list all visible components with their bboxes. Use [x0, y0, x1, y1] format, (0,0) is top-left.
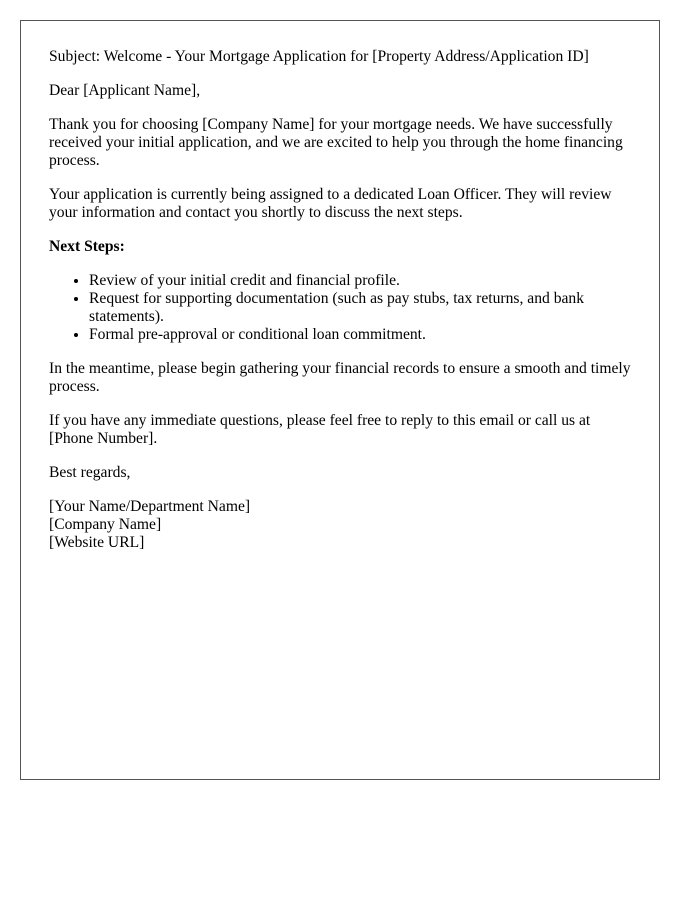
- assignment-paragraph: Your application is currently being assigned to a dedicated Loan Officer. They will review your information and contact you shortly to discuss the next steps.: [49, 186, 612, 221]
- email-subject: Subject: Welcome - Your Mortgage Application for [Property Address/Application ID]: [49, 48, 589, 65]
- next-steps-list: [49, 272, 631, 344]
- questions-paragraph: If you have any immediate questions, please feel free to reply to this email or call us at [Phone Number].: [49, 412, 591, 447]
- greeting: Dear [Applicant Name],: [49, 82, 201, 99]
- closing: Best regards,: [49, 464, 131, 481]
- signature-company: [Company Name]: [49, 516, 162, 533]
- next-step-item: • Review of your initial credit and financial profile.: [89, 272, 631, 290]
- intro-paragraph: Thank you for choosing [Company Name] for your mortgage needs. We have successfully received your initial application, and we are excited to help you through the home financing process.: [49, 116, 623, 169]
- signature-block: [49, 498, 631, 552]
- next-steps-heading: Next Steps:: [49, 238, 125, 255]
- signature-name: [Your Name/Department Name]: [49, 498, 251, 515]
- next-step-item: • Formal pre-approval or conditional loan commitment.: [89, 326, 631, 344]
- next-step-item: • Request for supporting documentation (such as pay stubs, tax returns, and bank statements).: [89, 290, 631, 326]
- letter-frame: [20, 20, 660, 780]
- meantime-paragraph: In the meantime, please begin gathering your financial records to ensure a smooth and timely process.: [49, 360, 631, 395]
- signature-website: [Website URL]: [49, 534, 145, 551]
